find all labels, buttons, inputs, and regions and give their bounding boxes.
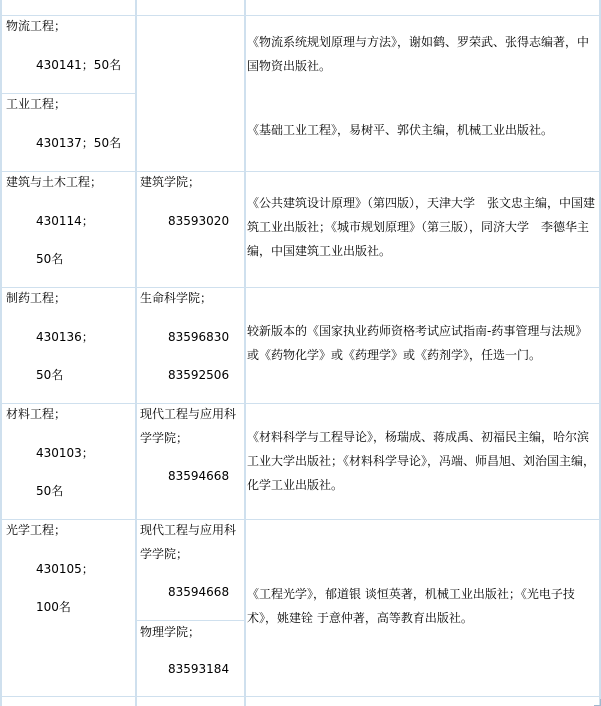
major-name: 材料工程； [6, 407, 67, 421]
college-name: 生命科学院； [140, 291, 213, 305]
college-phone-secondary: 83593184 [168, 662, 230, 676]
row-divider [0, 92, 136, 94]
major-code: 430105； [36, 562, 94, 576]
reference-books: 《公共建筑设计原理》（第四版），天津大学 张文忠主编，中国建筑工业出版社；《城市规划原理》（第三版），同济大学 李德华主编，中国建筑工业出版社。 [247, 196, 596, 258]
college-phone: 83596830 [168, 330, 230, 344]
reference-books: 《材料科学与工程导论》，杨瑞成、蒋成禹、初福民主编，哈尔滨工业大学出版社；《材料科学导论》，冯端、师昌旭、刘治国主编，化学工业出版社。 [247, 430, 596, 492]
row-divider [0, 518, 601, 520]
major-name: 建筑与土木工程； [6, 175, 103, 189]
college-phone: 83592506 [168, 368, 230, 382]
col-divider [135, 0, 137, 706]
reference-books: 《基础工业工程》，易树平、郭伏主编，机械工业出版社。 [247, 123, 554, 137]
college-phone: 83593020 [168, 214, 230, 228]
row-divider [0, 14, 601, 16]
college-phone: 83594668 [168, 585, 230, 599]
major-name: 工业工程； [6, 97, 67, 111]
major-code: 430114； [36, 214, 94, 228]
college-name: 建筑学院； [140, 175, 201, 189]
table-corner [594, 699, 601, 706]
college-name: 现代工程与应用科学学院； [140, 523, 237, 561]
reference-books: 较新版本的《国家执业药师资格考试应试指南-药事管理与法规》或《药物化学》或《药理学》或《药剂学》，任选一门。 [247, 324, 588, 362]
major-quota: 50名 [36, 368, 64, 382]
major-name: 光学工程； [6, 523, 67, 537]
row-divider [137, 619, 245, 621]
major-code: 430136； [36, 330, 94, 344]
college-name: 现代工程与应用科学学院； [140, 407, 237, 445]
major-code: 430103； [36, 446, 94, 460]
major-code-quota: 430137；50名 [36, 136, 122, 150]
row-divider [0, 695, 601, 697]
reference-books: 《物流系统规划原理与方法》，谢如鹤、罗荣武、张得志编著，中国物资出版社。 [247, 35, 590, 73]
major-quota: 50名 [36, 484, 64, 498]
major-quota: 100名 [36, 600, 71, 614]
reference-books: 《工程光学》，郁道银 谈恒英著，机械工业出版社；《光电子技术》，姚建铨 于意仲著，高等教育出版社。 [247, 587, 575, 625]
college-name-secondary: 物理学院； [140, 625, 201, 639]
col-divider [244, 0, 246, 706]
major-quota: 50名 [36, 252, 64, 266]
row-divider [0, 170, 601, 172]
row-divider [0, 286, 601, 288]
major-name: 物流工程； [6, 19, 67, 33]
college-phone: 83594668 [168, 469, 230, 483]
major-name: 制药工程； [6, 291, 67, 305]
col-divider [0, 0, 2, 706]
major-code-quota: 430141；50名 [36, 58, 122, 72]
row-divider [0, 402, 601, 404]
